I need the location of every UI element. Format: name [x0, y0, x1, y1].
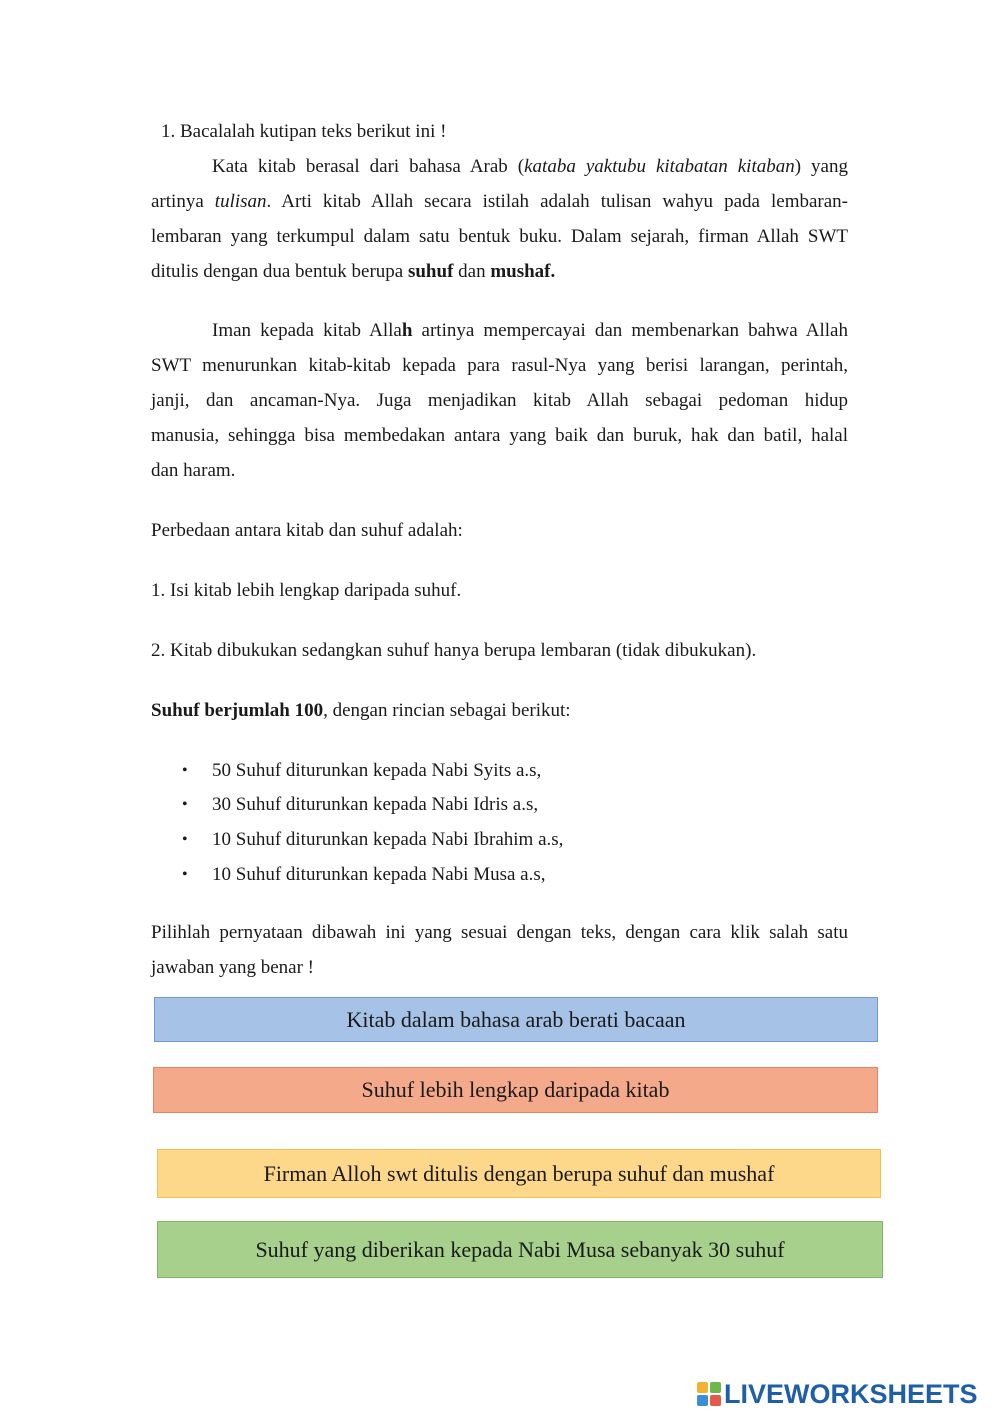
bullet-icon: • [182, 796, 188, 813]
question-instruction: Bacalalah kutipan teks berikut ini ! [180, 121, 447, 142]
answer-option-4[interactable] [157, 1221, 883, 1278]
prompt-line-2: jawaban yang benar ! [151, 957, 315, 978]
liveworksheets-logo-icon [697, 1382, 721, 1406]
suhuf-count-bold: Suhuf berjumlah 100 [151, 700, 324, 721]
answer-option-label: Suhuf lebih lengkap daripada kitab [361, 1077, 670, 1102]
mushaf-bold: mushaf. [490, 261, 556, 282]
paragraph-2-line-2: SWT menurunkan kitab-kitab kepada para rasul-Nya yang berisi larangan, perintah, [151, 355, 848, 376]
arabic-origin-italic: kataba yaktubu kitabatan kitaban [524, 156, 795, 177]
paragraph-2-line-3: janji, dan ancaman-Nya. Juga menjadikan kitab Allah sebagai pedoman hidup [151, 390, 848, 411]
paragraph-2-line-4: manusia, sehingga bisa membedakan antara yang baik dan buruk, hak dan batil, halal [151, 425, 848, 446]
difference-item-2: 2. Kitab dibukukan sedangkan suhuf hanya berupa lembaran (tidak dibukukan). [151, 640, 757, 661]
liveworksheets-logo [697, 1379, 978, 1409]
answer-option-2[interactable] [153, 1067, 878, 1113]
suhuf-summary: Suhuf berjumlah 100, dengan rincian sebagai berikut: [151, 700, 571, 721]
question-number: 1. [161, 121, 176, 142]
differences-intro: Perbedaan antara kitab dan suhuf adalah: [151, 520, 463, 541]
prompt-line-1: Pilihlah pernyataan dibawah ini yang sesuai dengan teks, dengan cara klik salah satu [151, 922, 848, 943]
list-item: 50 Suhuf diturunkan kepada Nabi Syits a.s, [212, 760, 542, 781]
logo-text: LIVEWORKSHEETS [724, 1379, 978, 1409]
paragraph-1-line-3: lembaran yang terkumpul dalam satu bentuk buku. Dalam sejarah, firman Allah SWT [151, 226, 848, 247]
list-item: 10 Suhuf diturunkan kepada Nabi Ibrahim a.s, [212, 829, 564, 850]
question-heading [161, 121, 446, 143]
answer-option-label: Kitab dalam bahasa arab berati bacaan [346, 1006, 686, 1032]
bullet-icon: • [182, 866, 188, 883]
answer-option-label: Suhuf yang diberikan kepada Nabi Musa sebanyak 30 suhuf [255, 1236, 785, 1262]
difference-item-1: 1. Isi kitab lebih lengkap daripada suhuf. [151, 580, 462, 601]
paragraph-1-line-2: artinya tulisan. Arti kitab Allah secara istilah adalah tulisan wahyu pada lembaran- [151, 191, 848, 212]
list-item: 30 Suhuf diturunkan kepada Nabi Idris a.s, [212, 794, 539, 815]
answer-option-label: Firman Alloh swt ditulis dengan berupa suhuf dan mushaf [263, 1160, 775, 1186]
list-item: 10 Suhuf diturunkan kepada Nabi Musa a.s, [212, 864, 546, 885]
tulisan-italic: tulisan [214, 191, 267, 212]
answer-option-1[interactable] [154, 997, 878, 1042]
paragraph-2-line-1: Iman kepada kitab Allah artinya mempercayai dan membenarkan bahwa Allah [212, 320, 848, 341]
suhuf-bold: suhuf [407, 261, 454, 282]
bullet-icon: • [182, 831, 188, 848]
paragraph-1-line-4: ditulis dengan dua bentuk berupa suhuf dan mushaf. [151, 261, 556, 282]
paragraph-1-line-1: Kata kitab berasal dari bahasa Arab (kataba yaktubu kitabatan kitaban) yang [212, 156, 848, 177]
bullet-icon: • [182, 762, 188, 779]
paragraph-2-line-5: dan haram. [151, 460, 236, 481]
answer-option-3[interactable] [157, 1149, 881, 1198]
